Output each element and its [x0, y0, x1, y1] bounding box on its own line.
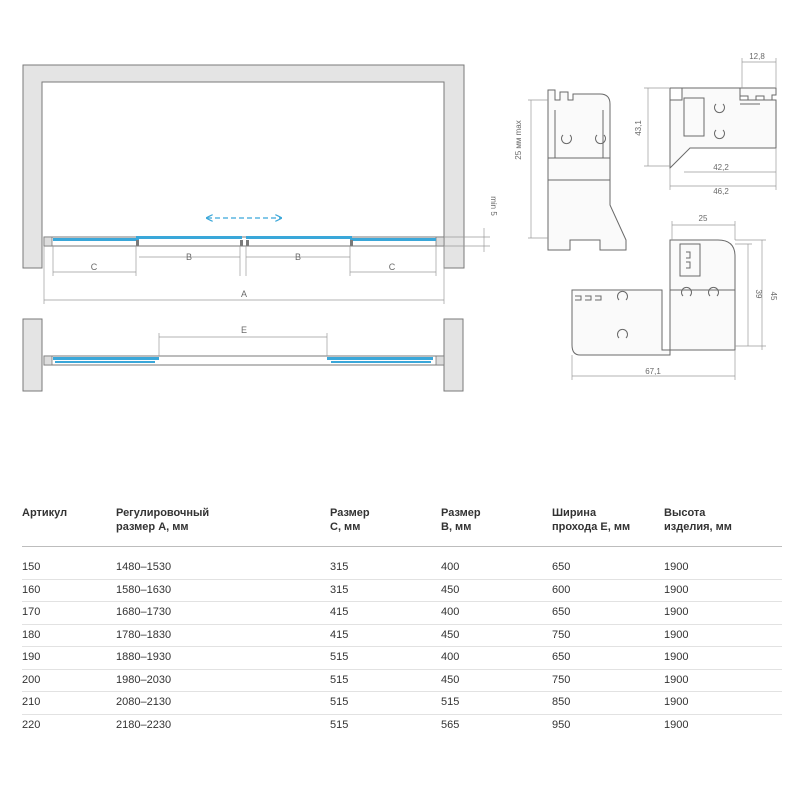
header-height: Высота изделия, мм [664, 506, 782, 547]
cell-size-b: 515 [441, 692, 552, 715]
cell-size-b: 400 [441, 602, 552, 625]
dim-p3-top: 25 [698, 214, 708, 223]
cell-size-b: 400 [441, 547, 552, 580]
dim-b-left: B [185, 252, 193, 262]
glass-panel-1 [53, 238, 139, 241]
dim-c-right: C [388, 262, 396, 272]
cell-height: 1900 [664, 718, 689, 731]
cell-size-c: 315 [330, 547, 441, 580]
handle-3 [246, 240, 249, 246]
cell-height: 1900 [664, 624, 782, 647]
cell-adjust-size: 2180–2230 [116, 718, 172, 731]
dim-p3-height-inner: 39 [754, 289, 763, 299]
table-header-row [22, 506, 782, 547]
open-view [23, 319, 463, 391]
table-row [22, 692, 782, 715]
cell-passage-width: 650 [552, 547, 664, 580]
dim-e: E [240, 325, 248, 335]
cell-height: 1900 [664, 647, 782, 670]
spec-table [22, 506, 782, 736]
cell-size-b: 565 [441, 718, 460, 731]
plan-view [23, 65, 498, 304]
cell-height: 1900 [664, 547, 782, 580]
profile-1 [548, 90, 626, 250]
table-row [22, 624, 782, 647]
dim-p2-top: 12,8 [749, 52, 765, 61]
header-size-b: Размер В, мм [441, 506, 552, 547]
dim-b-right: B [294, 252, 302, 262]
cell-size-b: 400 [441, 647, 552, 670]
dim-p3-width: 67,1 [645, 367, 661, 376]
cell-article: 220 [22, 718, 41, 731]
dim-gap: min 5 [489, 196, 498, 216]
cell-adjust-size: 1880–1930 [116, 647, 330, 670]
cell-passage-width: 750 [552, 669, 664, 692]
cell-adjust-size: 2080–2130 [116, 692, 330, 715]
cell-adjust-size: 1980–2030 [116, 669, 330, 692]
cell-adjust-size: 1680–1730 [116, 602, 330, 625]
cell-article: 200 [22, 669, 116, 692]
handle-2 [240, 240, 243, 246]
cell-size-b: 450 [441, 579, 552, 602]
dim-p3-height: 45 [769, 291, 778, 301]
profile-3 [572, 240, 735, 355]
open-glass-4 [331, 361, 431, 363]
cell-passage-width: 950 [552, 718, 571, 731]
handle-4 [350, 240, 353, 246]
rail-end-left [44, 237, 52, 246]
cell-passage-width: 850 [552, 692, 664, 715]
cell-passage-width: 650 [552, 602, 664, 625]
table-row [22, 579, 782, 602]
header-article: Артикул [22, 506, 116, 547]
cell-passage-width: 750 [552, 624, 664, 647]
cell-size-c: 415 [330, 602, 441, 625]
profile-2 [670, 88, 776, 168]
cell-size-c: 315 [330, 579, 441, 602]
cell-size-c: 415 [330, 624, 441, 647]
cell-size-c: 515 [330, 692, 441, 715]
open-glass-1 [53, 357, 159, 360]
cell-article: 150 [22, 547, 116, 580]
cell-article: 210 [22, 692, 116, 715]
cell-article: 180 [22, 624, 116, 647]
cell-adjust-size: 1480–1530 [116, 547, 330, 580]
cell-size-c: 515 [330, 718, 349, 731]
rail-end-right [436, 237, 444, 246]
open-glass-2 [55, 361, 155, 363]
handle-1 [136, 240, 139, 246]
cell-article: 170 [22, 602, 116, 625]
cell-adjust-size: 1780–1830 [116, 624, 330, 647]
dim-p2-width: 46,2 [713, 187, 729, 196]
cell-size-b: 450 [441, 669, 552, 692]
cell-adjust-size: 1580–1630 [116, 579, 330, 602]
dim-a: A [240, 289, 248, 299]
dim-p1-height: 25 мм max [514, 120, 523, 160]
cell-height: 1900 [664, 602, 782, 625]
cell-passage-width: 600 [552, 579, 664, 602]
open-end-right [436, 356, 444, 365]
header-passage-width: Ширина прохода Е, мм [552, 506, 664, 547]
dim-p2-inner-width: 42,2 [713, 163, 729, 172]
open-glass-3 [327, 357, 433, 360]
open-end-left [44, 356, 52, 365]
cell-passage-width: 650 [552, 647, 664, 670]
glass-panel-2 [136, 236, 242, 239]
cell-size-c: 515 [330, 647, 441, 670]
wall-right [444, 319, 463, 391]
cell-height: 1900 [664, 692, 782, 715]
glass-panel-4 [350, 238, 436, 241]
header-adjust-size: Регулировочный размер А, мм [116, 506, 330, 547]
table-row [22, 547, 782, 580]
glass-panel-3 [246, 236, 352, 239]
cell-article: 190 [22, 647, 116, 670]
dim-p2-height: 43,1 [634, 120, 643, 136]
table-row [22, 669, 782, 692]
wall-left [23, 319, 42, 391]
cell-size-c: 515 [330, 669, 441, 692]
table-row [22, 714, 782, 736]
header-size-c: Размер С, мм [330, 506, 441, 547]
table-row [22, 602, 782, 625]
cell-height: 1900 [664, 669, 782, 692]
cell-article: 160 [22, 579, 116, 602]
cell-size-b: 450 [441, 624, 552, 647]
cell-height: 1900 [664, 579, 782, 602]
table-row [22, 647, 782, 670]
dim-c-left: C [90, 262, 98, 272]
